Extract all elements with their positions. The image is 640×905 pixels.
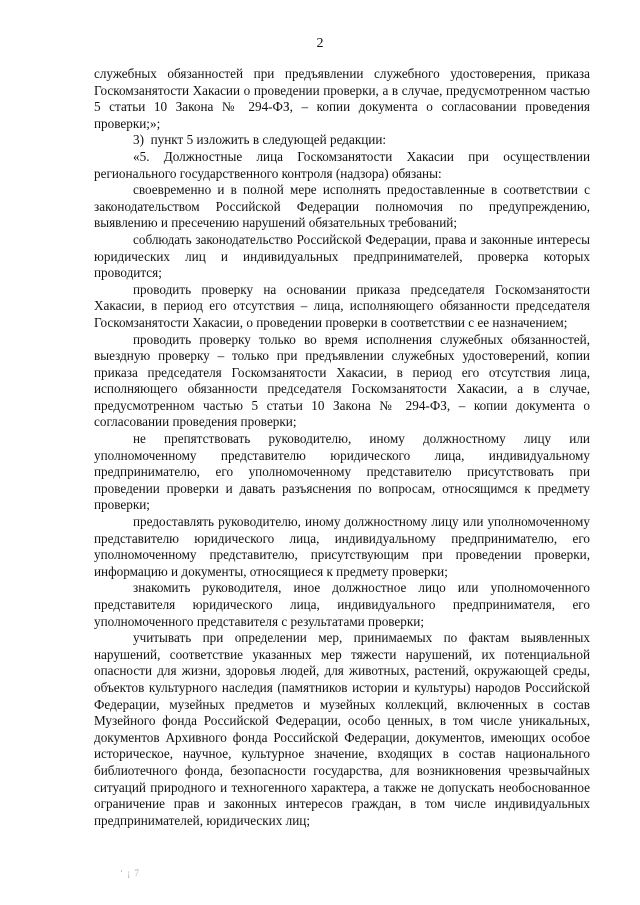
paragraph-duty-4: проводить проверку только во время исполнения служебных обязанностей, выездную проверку – только при предъявлении служебных удостоверений, копии приказа председателя Госкомзанятости Хакасии, в период его отсутствия лица, исполняющего обязанности председателя Госкомзанятости Хакасии, а в случае, предусмотренном частью 5 статьи 10 Закона № 294-ФЗ, – копии документа о согласовании проведения проверки; (94, 331, 590, 430)
paragraph-duty-2: соблюдать законодательство Российской Федерации, права и законные интересы юридических лиц и индивидуальных предпринимателей, проверка которых проводится; (94, 231, 590, 281)
page-number: 2 (316, 36, 324, 51)
paragraph-continuation: служебных обязанностей при предъявлении служебного удостоверения, приказа Госкомзанятости Хакасии о проведении проверки, а в случае, предусмотренном частью 5 статьи 10 Закона № 294-ФЗ, – копии документа о согласовании проведения проверки;»; (94, 66, 590, 131)
paragraph-duty-5: не препятствовать руководителю, иному должностному лицу или уполномоченному представителю юридического лица, индивидуальному предпринимателю, его уполномоченному представителю присутствовать при проведении проверки и давать разъяснения по вопросам, относящимся к предмету проверки; (94, 431, 590, 513)
paragraph-duty-7: знакомить руководителя, иное должностное лицо или уполномоченного представителя юридического лица, индивидуального предпринимателя, его уполномоченного представителя с результатами проверки; (94, 580, 590, 629)
document-body (94, 66, 590, 829)
paragraph-clause-5: «5. Должностные лица Госкомзанятости Хакасии при осуществлении регионального государственного контроля (надзора) обязаны: (94, 148, 590, 181)
paragraph-duty-1: своевременно и в полной мере исполнять предоставленные в соответствии с законодательством Российской Федерации полномочия по предупреждению, выявлению и пресечению нарушений обязательных требований; (94, 182, 590, 231)
paragraph-duty-6: предоставлять руководителю, иному должностному лицу или уполномоченному представителю юридического лица, индивидуальному предпринимателю, его уполномоченному представителю, присутствующим при проведении проверки, информацию и документы, относящиеся к предмету проверки; (94, 514, 590, 579)
paragraph-duty-3: проводить проверку на основании приказа председателя Госкомзанятости Хакасии, в период его отсутствия – лица, исполняющего обязанности председателя Госкомзанятости Хакасии, о проведении проверки в соответствии с ее назначением; (94, 281, 590, 330)
footer-scan-mark: ‘ ¡ 7 (120, 868, 140, 878)
paragraph-item-3: 3) пункт 5 изложить в следующей редакции: (133, 132, 387, 148)
paragraph-duty-8: учитывать при определении мер, принимаемых по фактам выявленных нарушений, соответствие указанных мер тяжести нарушений, их потенциальной опасности для жизни, здоровья людей, для животных, растений, окружающей среды, объектов культурного наследия (памятников истории и культуры) народов Российской Федерации, музейных предметов и музейных коллекций, включенных в состав Музейного фонда Российской Федерации, особо ценных, в том числе уникальных, документов Архивного фонда Российской Федерации, документов, имеющих особое историческое, научное, культурное значение, входящих в состав национального библиотечного фонда, безопасности государства, для возникновения чрезвычайных ситуаций природного и техногенного характера, а также не допускать необоснованное ограничение прав и законных интересов граждан, в том числе индивидуальных предпринимателей, юридических лиц; (94, 630, 590, 828)
